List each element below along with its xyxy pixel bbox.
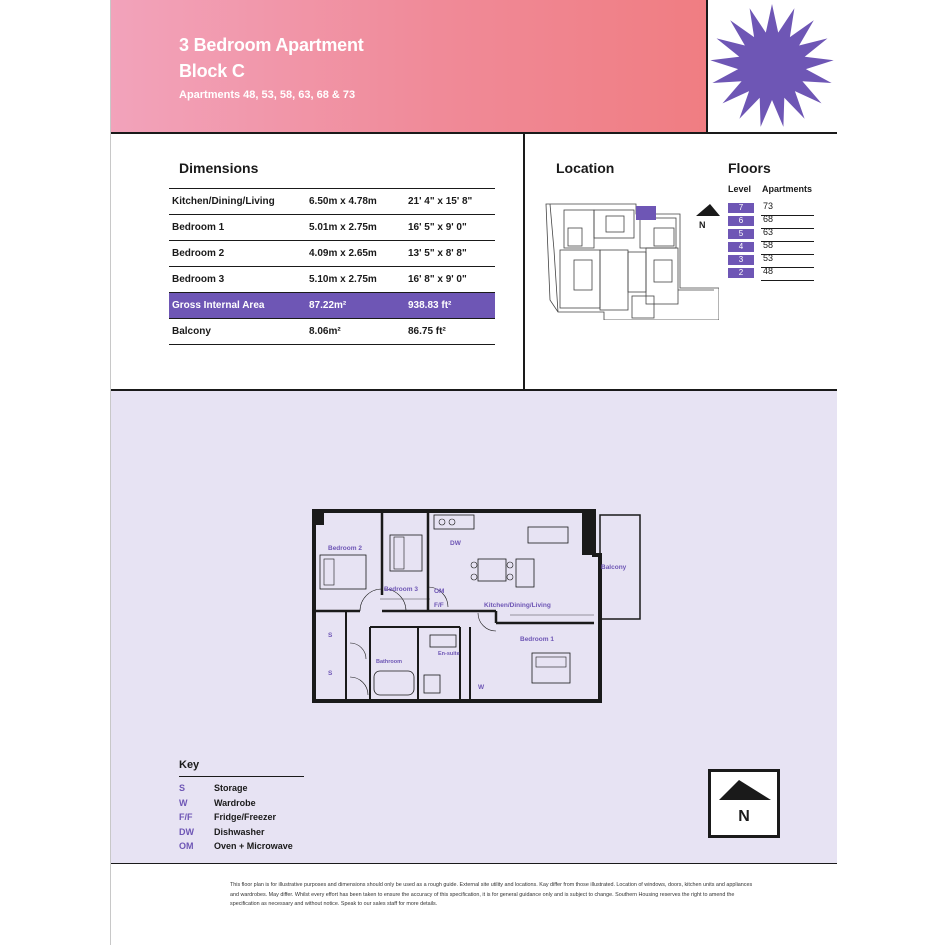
title-line-2: Block C (179, 61, 245, 81)
north-compass-box (708, 769, 780, 838)
floor-apartment-number: 48 (763, 266, 774, 276)
metric-size: 5.10m x 2.75m (306, 267, 405, 293)
room-name: Kitchen/Dining/Living (169, 189, 306, 215)
label-storage-1: S (328, 632, 333, 639)
floor-row (728, 228, 814, 240)
metric-size: 4.09m x 2.65m (306, 241, 405, 267)
floor-row (728, 254, 814, 266)
key-label: Storage (214, 783, 248, 793)
key-label: Dishwasher (214, 826, 265, 837)
floor-plan-drawing (310, 507, 646, 707)
label-bedroom-1: Bedroom 1 (520, 636, 554, 643)
label-storage-2: S (328, 670, 333, 677)
key-item (179, 812, 276, 822)
north-arrow-icon (711, 772, 777, 808)
floor-apartment-number: 53 (763, 253, 774, 263)
label-dw: DW (450, 540, 461, 547)
key-item (179, 798, 256, 808)
starburst-icon (708, 0, 837, 132)
key-label: Fridge/Freezer (214, 812, 277, 822)
floor-level-badge: 3 (728, 255, 754, 265)
metric-size: 5.01m x 2.75m (306, 215, 405, 241)
room-name: Gross Internal Area (169, 293, 306, 319)
label-om: OM (434, 588, 445, 595)
room-name: Balcony (169, 319, 306, 345)
label-kitchen-dining-living: Kitchen/Dining/Living (484, 602, 551, 609)
dimensions-table (169, 188, 495, 345)
floor-row (728, 241, 814, 253)
floor-row (728, 267, 814, 279)
metric-size: 6.50m x 4.78m (306, 189, 405, 215)
location-heading: Location (556, 160, 615, 176)
label-balcony: Balcony (601, 564, 627, 571)
key-item (179, 841, 293, 851)
key-label: Oven + Microwave (214, 841, 293, 851)
floor-plan-panel (111, 391, 837, 863)
label-bedroom-3: Bedroom 3 (384, 586, 418, 593)
dimensions-row (169, 189, 495, 215)
imperial-size: 16' 5" x 9' 0" (405, 215, 495, 241)
label-bathroom: Bathroom (376, 659, 402, 665)
page-title (179, 32, 364, 84)
imperial-size: 86.75 ft² (405, 319, 495, 345)
key-code: W (179, 797, 188, 808)
title-line-1: 3 Bedroom Apartment (179, 35, 364, 55)
metric-size: 8.06m² (306, 319, 405, 345)
dimensions-row (169, 319, 495, 345)
floor-row (728, 215, 814, 227)
room-name: Bedroom 3 (169, 267, 306, 293)
floors-heading: Floors (728, 160, 771, 176)
label-bedroom-2: Bedroom 2 (328, 545, 362, 552)
key-label: Wardrobe (214, 797, 256, 808)
floor-level-badge: 5 (728, 229, 754, 239)
floor-apartment-number: 58 (763, 240, 774, 250)
metric-size: 87.22m² (306, 293, 405, 319)
imperial-size: 16' 8" x 9' 0" (405, 267, 495, 293)
floor-row (728, 202, 814, 214)
dimensions-row (169, 267, 495, 293)
dimensions-heading: Dimensions (179, 160, 259, 176)
key-code: DW (179, 826, 194, 837)
imperial-size: 13' 5" x 8' 8" (405, 241, 495, 267)
room-name: Bedroom 2 (169, 241, 306, 267)
divider-mid-vertical (523, 134, 525, 390)
north-arrow-icon (693, 200, 723, 232)
key-code: S (179, 783, 186, 793)
floors-apartments-header: Apartments (762, 184, 813, 194)
disclaimer-text: This floor plan is for illustrative purposes and dimensions should only be used as a rough guide. External site utility and locations. Kay differ from those illustrated. Location of windows, doors, kitchen units and appliances and wardrobes. May differ. Whilst every effort has been taken to ensure the accuracy of this specification, it is for general guidance only and is subject to change. Southern Housing reserves the right to amend the specification as necessary and without notice. Speak to our sales staff for more details. (230, 882, 753, 908)
key-item (179, 783, 248, 793)
north-label: N (738, 808, 750, 825)
floor-apartment-number: 63 (763, 227, 774, 237)
key-heading: Key (179, 759, 200, 771)
header-band (111, 0, 707, 132)
location-north-label: N (699, 220, 706, 230)
floor-level-badge: 2 (728, 268, 754, 278)
floor-apartment-number: 73 (763, 201, 774, 211)
floor-row-rule (761, 280, 814, 281)
dimensions-row (169, 215, 495, 241)
label-ensuite: En-suite (438, 651, 460, 657)
floor-level-badge: 6 (728, 216, 754, 226)
dimensions-row (169, 241, 495, 267)
room-name: Bedroom 1 (169, 215, 306, 241)
imperial-size: 21' 4" x 15' 8" (405, 189, 495, 215)
floors-level-header: Level (728, 184, 752, 194)
key-code: F/F (179, 812, 193, 822)
key-code: OM (179, 841, 194, 851)
floor-level-badge: 4 (728, 242, 754, 252)
apartments-subtitle: Apartments 48, 53, 58, 63, 68 & 73 (179, 89, 356, 101)
divider-header-bottom (111, 132, 837, 134)
key-item (179, 827, 265, 837)
imperial-size: 938.83 ft² (405, 293, 495, 319)
floor-level-badge: 7 (728, 203, 754, 213)
label-ff: F/F (434, 602, 444, 609)
brochure-sheet (111, 0, 837, 945)
key-rule (179, 776, 304, 777)
floor-apartment-number: 68 (763, 214, 774, 224)
dimensions-row (169, 293, 495, 319)
label-wardrobe: W (478, 684, 485, 691)
star-logo-box (708, 0, 837, 132)
divider-header-vertical (706, 0, 708, 134)
